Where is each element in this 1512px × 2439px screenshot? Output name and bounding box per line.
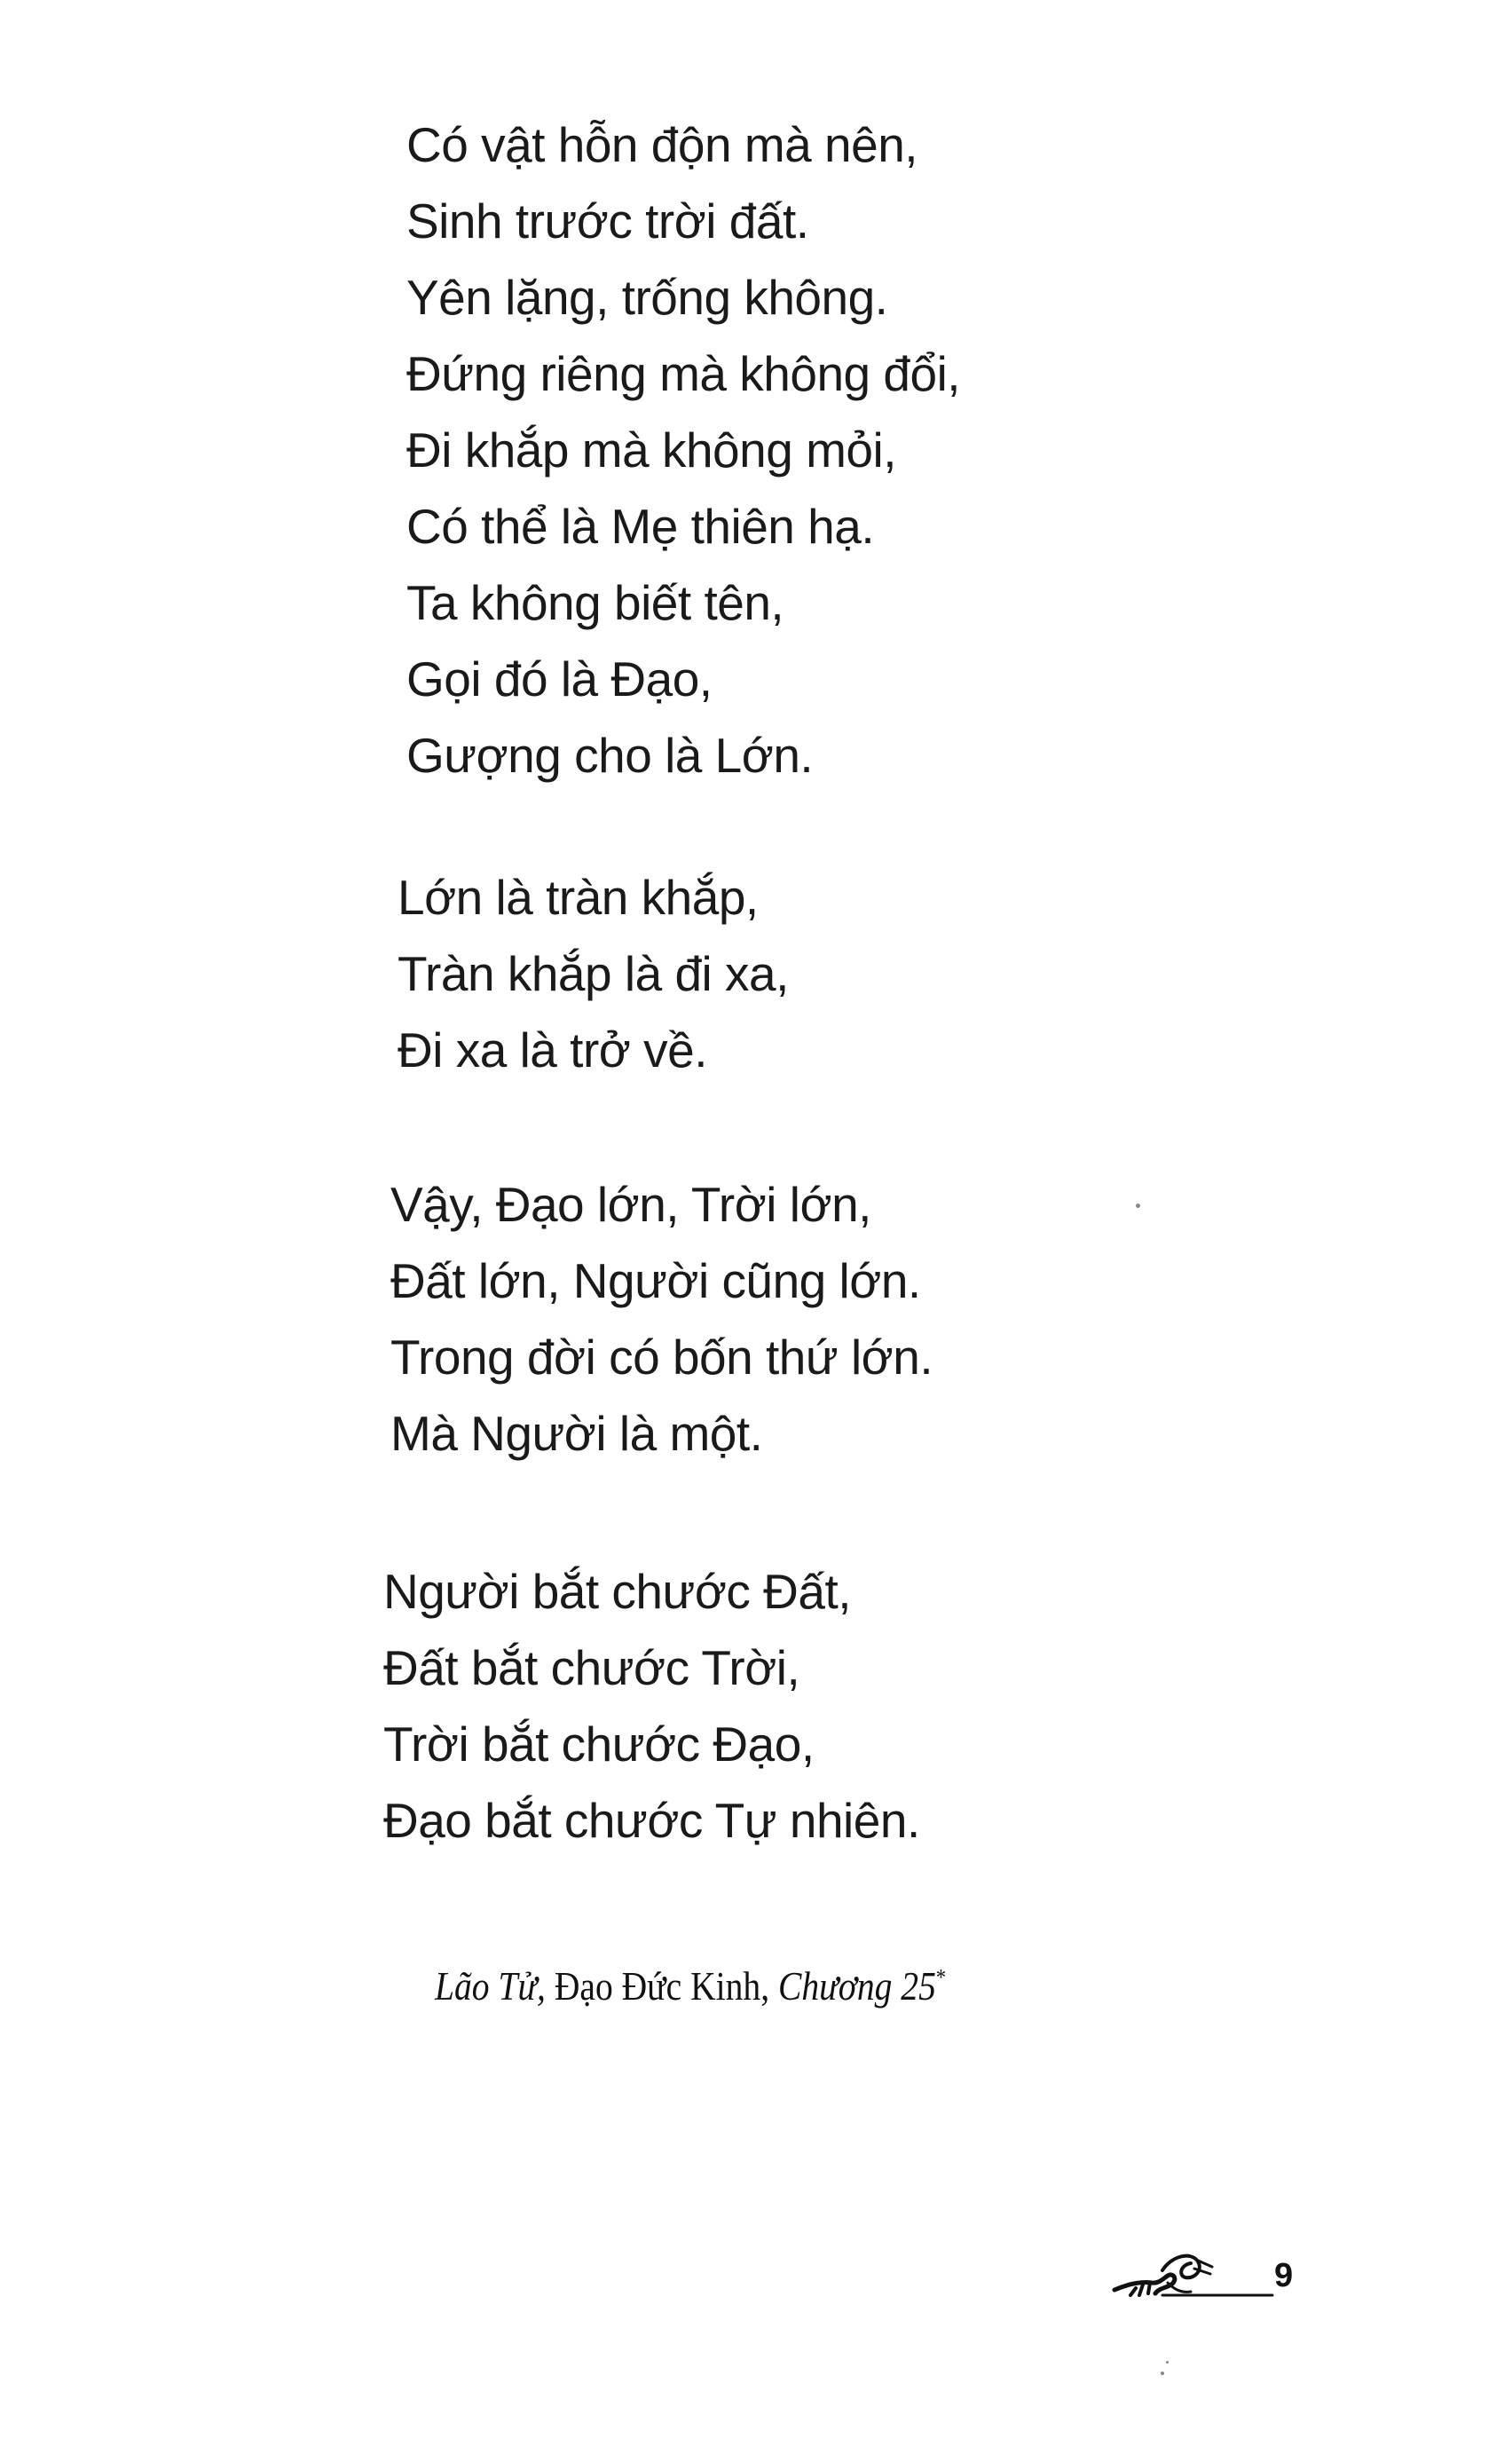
- poem-line: Đi xa là trở về.: [398, 1022, 707, 1077]
- page-number: 9: [1274, 2257, 1294, 2294]
- poem-line: Trời bắt chước Đạo,: [383, 1717, 815, 1772]
- poem-line: Mà Người là một.: [390, 1406, 763, 1461]
- attribution-author: Lão Tử,: [435, 1963, 546, 2009]
- poem-line: Tràn khắp là đi xa,: [398, 946, 789, 1001]
- scan-speck: [1161, 2372, 1164, 2375]
- page-footer: [1109, 2244, 1313, 2324]
- attribution: [435, 1960, 946, 2013]
- scan-speck: [1166, 2361, 1169, 2364]
- poem-line: Đất bắt chước Trời,: [383, 1640, 800, 1695]
- poem-line: Đứng riêng mà không đổi,: [406, 346, 961, 401]
- poem-line: Có vật hỗn độn mà nên,: [406, 117, 918, 172]
- poem-stanza-2: [398, 859, 789, 1088]
- footnote-mark: *: [935, 1964, 947, 1991]
- poem-line: Đất lớn, Người cũng lớn.: [390, 1253, 921, 1308]
- poem-stanza-4: [383, 1553, 920, 1859]
- poem-line: Gọi đó là Đạo,: [406, 651, 713, 706]
- attribution-work: Đạo Đức Kinh,: [554, 1963, 770, 2009]
- poem-line: Lớn là tràn khắp,: [398, 870, 759, 925]
- poem-line: Ta không biết tên,: [406, 575, 784, 630]
- poem-line: Người bắt chước Đất,: [383, 1564, 852, 1619]
- poem-line: Yên lặng, trống không.: [406, 270, 888, 325]
- poem-line: Vậy, Đạo lớn, Trời lớn,: [390, 1177, 871, 1232]
- poem-line: Có thể là Mẹ thiên hạ.: [406, 499, 875, 554]
- attribution-chapter: Chương 25: [777, 1963, 936, 2009]
- scan-speck: [1136, 1204, 1140, 1208]
- poem-line: Sinh trước trời đất.: [406, 193, 809, 249]
- poem-line: Gượng cho là Lớn.: [406, 728, 814, 783]
- poem-stanza-3: [390, 1166, 933, 1472]
- poem-line: Đi khắp mà không mỏi,: [406, 422, 896, 478]
- poem-line: Đạo bắt chước Tự nhiên.: [383, 1793, 920, 1848]
- poem-stanza-1: [406, 107, 960, 793]
- poem-line: Trong đời có bốn thứ lớn.: [390, 1330, 933, 1385]
- hand-drawn-flourish-icon: [1109, 2244, 1274, 2315]
